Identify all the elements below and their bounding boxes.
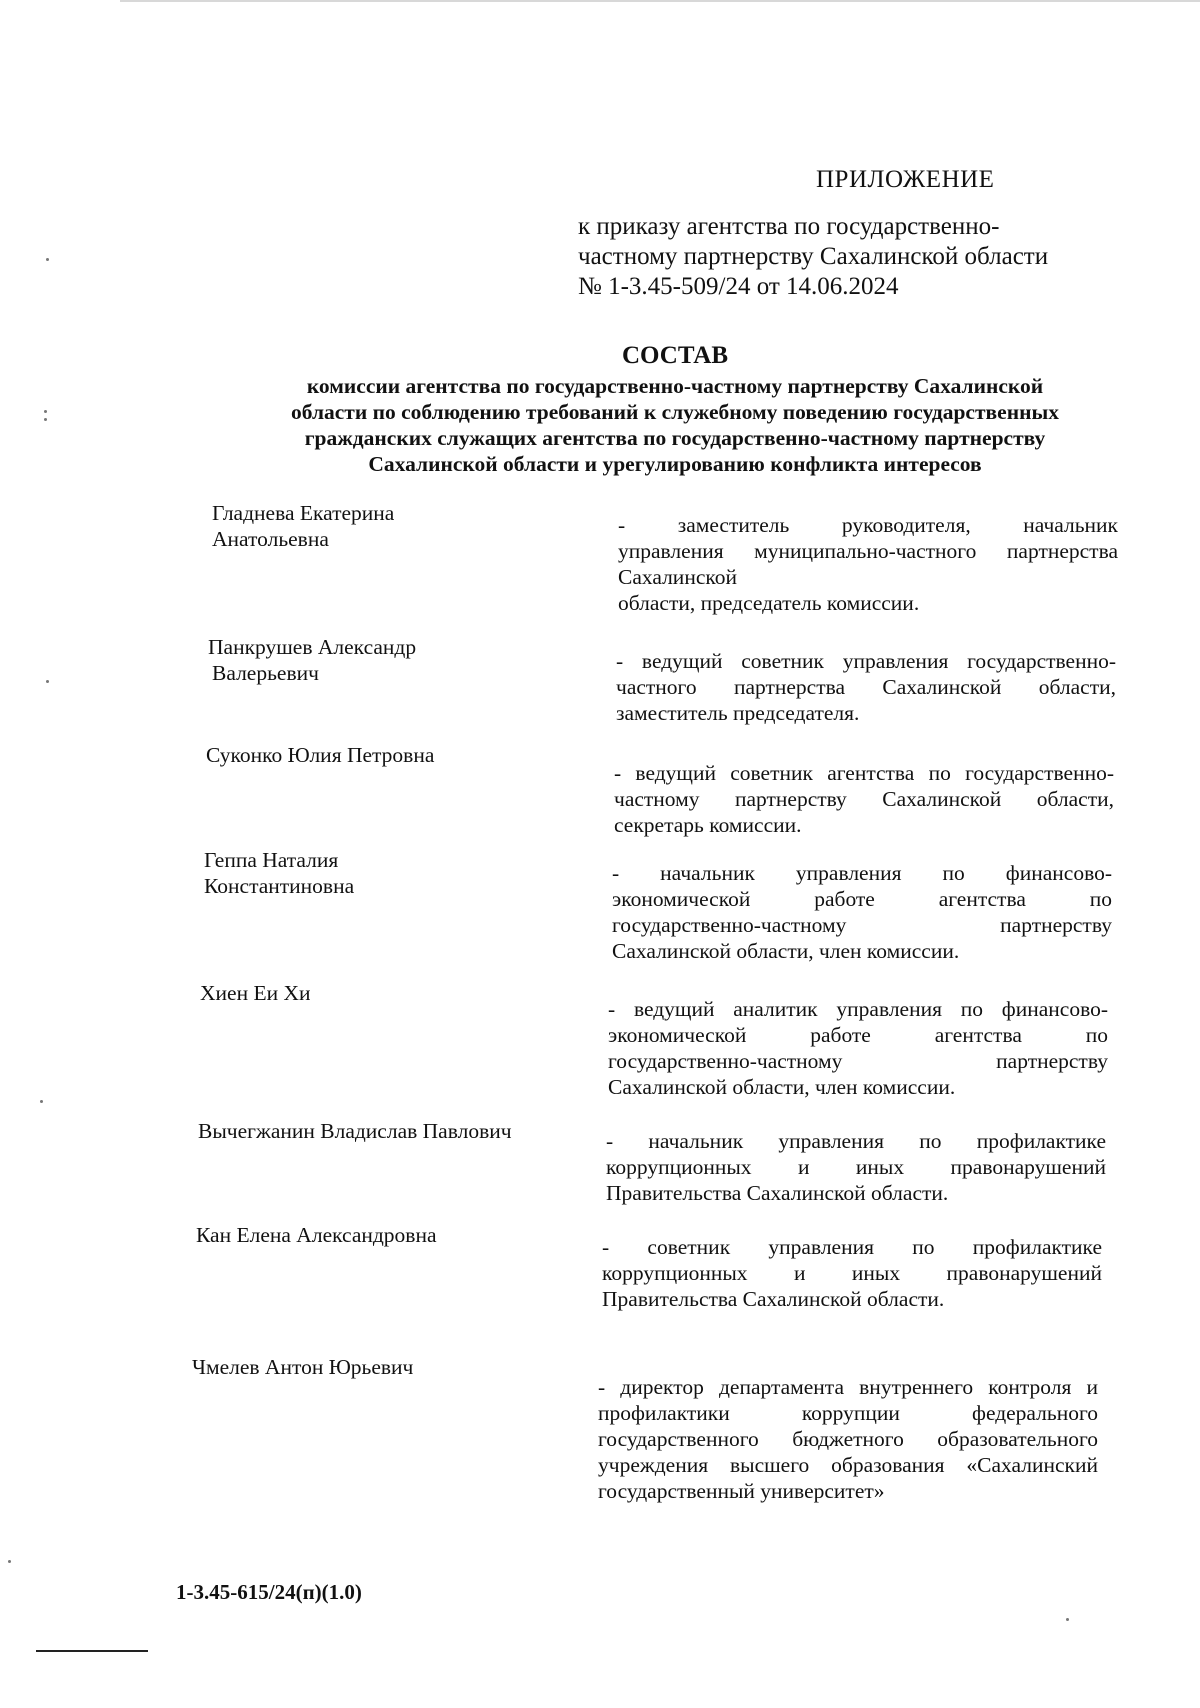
appendix-title: ПРИЛОЖЕНИЕ — [816, 166, 995, 193]
member-name: Хиен Еи Хи — [200, 981, 311, 1005]
document-heading — [240, 342, 1110, 477]
member-name: Кан Елена Александровна — [196, 1223, 437, 1247]
scan-speck — [44, 410, 47, 413]
reference-line: частному партнерству Сахалинской области — [578, 243, 1049, 270]
scan-speck — [44, 418, 47, 421]
member-role: - директор департамента внутреннего контроля и профилактики коррупции федерального государственного бюджетного образовательного учреждения высшего образования «Сахалинский государственный университет» — [598, 1375, 1098, 1503]
member-role: - ведущий аналитик управления по финансово- экономической работе агентства по государственно-частному партнерству Сахалинской области, член комиссии. — [608, 997, 1108, 1099]
heading-line: гражданских служащих агентства по государственно-частному партнерству — [304, 426, 1046, 450]
member-role: - ведущий советник агентства по государственно- частному партнерству Сахалинской области, секретарь комиссии. — [614, 761, 1114, 837]
scan-speck — [8, 1560, 11, 1563]
heading-line: Сахалинской области и урегулированию конфликта интересов — [368, 452, 982, 476]
member-role: - начальник управления по профилактике коррупционных и иных правонарушений Правительства Сахалинской области. — [606, 1129, 1106, 1205]
scan-edge-line — [120, 0, 1200, 2]
document-code: 1-3.45-615/24(п)(1.0) — [176, 1580, 362, 1604]
heading-title: СОСТАВ — [621, 342, 729, 369]
member-role: - заместитель руководителя, начальник управления муниципально-частного партнерства Сахалинской области, председатель комиссии. — [618, 513, 1118, 615]
member-role: - ведущий советник управления государственно- частного партнерства Сахалинской области, заместитель председателя. — [616, 649, 1116, 725]
scan-speck — [40, 1100, 43, 1103]
member-role: - советник управления по профилактике коррупционных и иных правонарушений Правительства Сахалинской области. — [602, 1235, 1102, 1311]
scan-speck — [46, 258, 49, 261]
heading-line: комиссии агентства по государственно-частному партнерству Сахалинской — [306, 374, 1044, 398]
member-name: Вычегжанин Владислав Павлович — [198, 1119, 512, 1143]
heading-line: области по соблюдению требований к служебному поведению государственных — [290, 400, 1060, 424]
member-name: Чмелев Антон Юрьевич — [192, 1355, 414, 1379]
reference-line: к приказу агентства по государственно- — [578, 213, 1000, 240]
member-name: Геппа Наталия Константиновна — [204, 848, 355, 898]
scan-speck — [1066, 1618, 1069, 1621]
scan-speck — [46, 680, 49, 683]
appendix-reference — [578, 212, 1098, 302]
member-name: Гладнева Екатерина Анатольевна — [212, 501, 395, 551]
corner-scan-mark — [36, 1650, 148, 1652]
member-role: - начальник управления по финансово- экономической работе агентства по государственно-частному партнерству Сахалинской области, член комиссии. — [612, 861, 1112, 963]
reference-line: № 1-3.45-509/24 от 14.06.2024 — [578, 273, 899, 300]
member-name: Суконко Юлия Петровна — [206, 743, 435, 767]
member-name: Панкрушев Александр Валерьевич — [208, 635, 417, 685]
